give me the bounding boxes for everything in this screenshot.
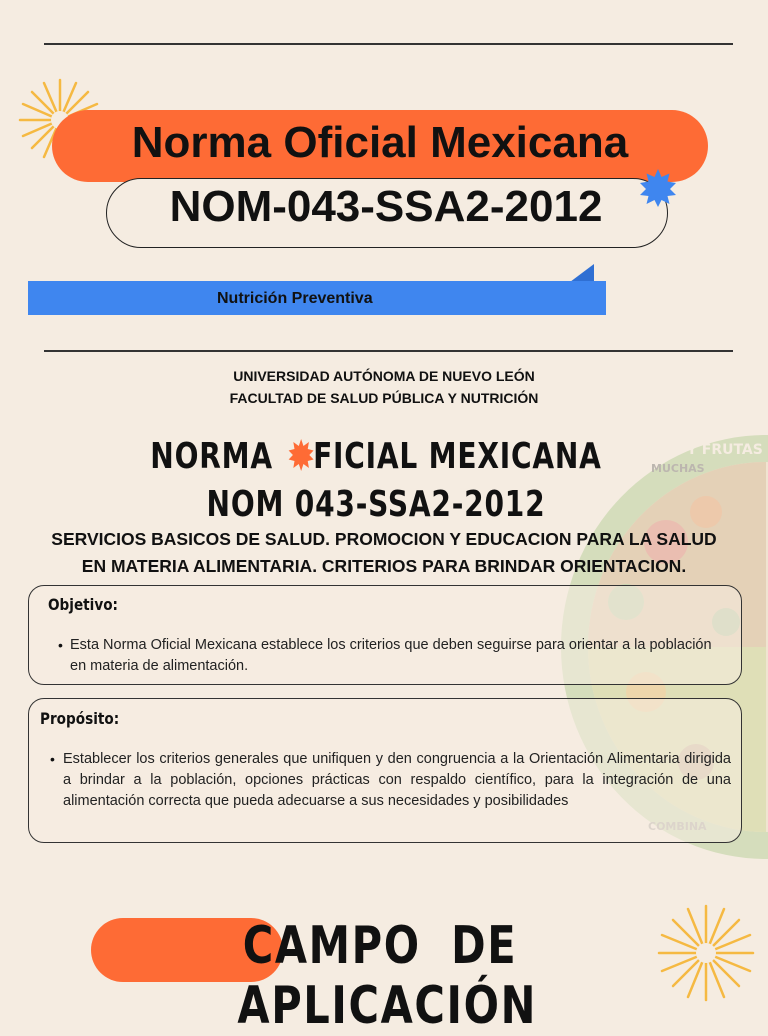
main-heading-line1 [83, 436, 670, 477]
plate-label-muchas: MUCHAS [651, 462, 705, 475]
heading-word-norma: NORMA [150, 436, 273, 477]
subject-label: Nutrición Preventiva [217, 290, 373, 307]
objetivo-text: Esta Norma Oficial Mexicana establece los criterios que deben seguirse para orientar a la población en materia de alimentación. [70, 637, 712, 674]
plate-label-top: VERDURAS Y FRUTAS [596, 442, 763, 458]
subtitle-line1: SERVICIOS BASICOS DE SALUD. PROMOCION Y EDUCACION PARA LA SALUD [51, 529, 717, 549]
proposito-title: Propósito: [40, 709, 120, 728]
heading-word-oficial: FICIAL MEXICANA [313, 436, 602, 477]
document-title: Norma Oficial Mexicana [131, 118, 629, 167]
proposito-text: Establecer los criterios generales que unifiquen y den congruencia a la Orientación Alimentaria dirigida a brindar a la población, opciones prácticas con respaldo científico, para la integración de una alimentación correcta que pueda adecuarse a sus necesidades y posibilidades [63, 751, 731, 809]
heading-word-campo: CAMPO [242, 916, 421, 976]
star-badge-icon [638, 168, 678, 208]
section-heading [124, 916, 636, 1036]
subtitle-line2: EN MATERIA ALIMENTARIA. CRITERIOS PARA BRINDAR ORIENTACION. [81, 556, 687, 576]
sun-o-icon [288, 438, 315, 472]
faculty-name: FACULTAD DE SALUD PÚBLICA Y NUTRICIÓN [229, 390, 539, 406]
norm-code: NOM-043-SSA2-2012 [169, 182, 603, 231]
top-divider [44, 43, 733, 45]
bullet-dot: • [50, 751, 55, 767]
heading-word-de: DE [451, 916, 518, 976]
bullet-dot: • [58, 637, 63, 653]
heading-word-aplicacion: APLICACIÓN [237, 976, 537, 1036]
university-name: UNIVERSIDAD AUTÓNOMA DE NUEVO LEÓN [233, 368, 535, 384]
main-heading-line2: NOM 043-SSA2-2012 [206, 484, 546, 525]
sunburst-decoration [656, 903, 756, 1003]
objetivo-title: Objetivo: [48, 595, 118, 614]
section-divider [44, 350, 733, 352]
